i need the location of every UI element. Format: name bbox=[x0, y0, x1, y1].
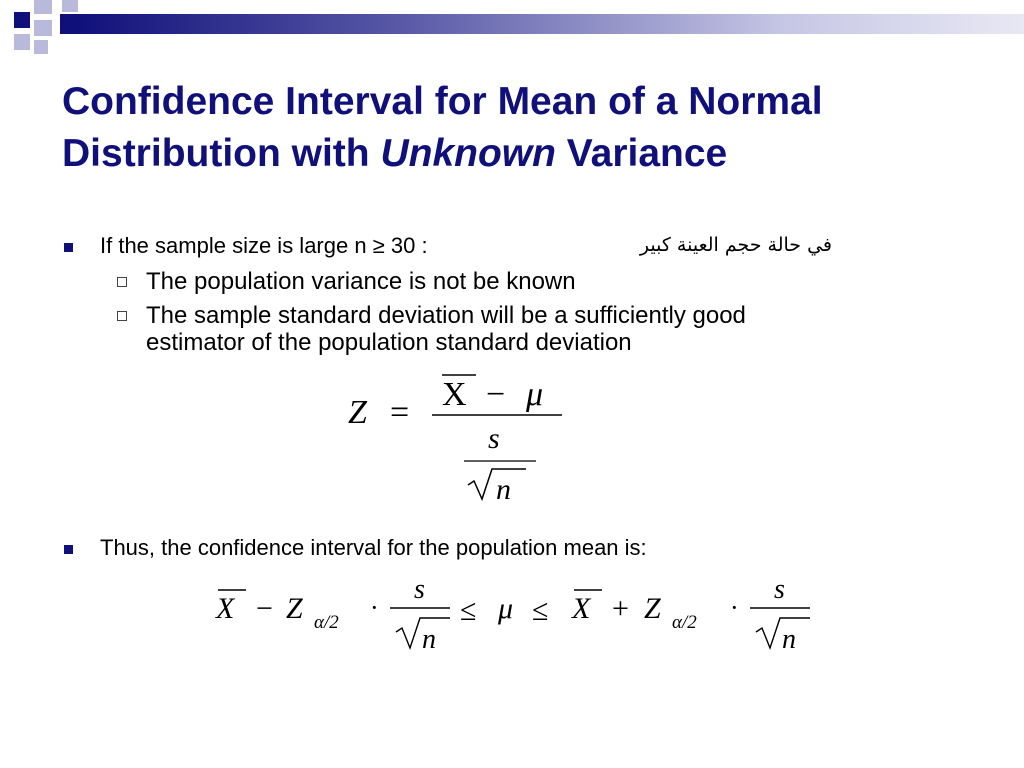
sub-bullet-text: The sample standard deviation will be a sufficiently good bbox=[146, 302, 746, 329]
formula-le: ≤ bbox=[460, 594, 477, 627]
confidence-interval-formula bbox=[210, 570, 830, 660]
header-gradient-bar bbox=[76, 14, 1024, 34]
formula-s: s bbox=[414, 574, 425, 605]
title-part-1: Confidence Interval for Mean of a Normal Distribution with bbox=[62, 80, 823, 175]
formula-n: n bbox=[422, 624, 436, 655]
sub-bullet-marker bbox=[117, 277, 127, 287]
formula-mu: μ bbox=[526, 376, 544, 413]
formula-z: Z bbox=[644, 592, 661, 625]
formula-mu: μ bbox=[498, 592, 514, 625]
bullet-marker bbox=[64, 243, 73, 252]
formula-z: Z bbox=[348, 394, 367, 431]
deco-square bbox=[34, 0, 52, 14]
deco-square bbox=[14, 12, 30, 28]
formula-z: Z bbox=[286, 592, 303, 625]
formula-n: n bbox=[782, 624, 796, 655]
formula-alpha-sub: α/2 bbox=[672, 612, 697, 633]
title-part-2: Variance bbox=[555, 132, 728, 175]
deco-square bbox=[62, 0, 78, 12]
formula-xbar: X bbox=[216, 592, 235, 625]
formula-s: s bbox=[774, 574, 785, 605]
formula-equals: = bbox=[390, 394, 410, 431]
formula-minus: − bbox=[256, 592, 273, 625]
formula-le: ≤ bbox=[532, 594, 549, 627]
deco-square bbox=[34, 40, 48, 54]
sub-bullet-text: The population variance is not be known bbox=[146, 268, 576, 295]
deco-square bbox=[14, 34, 30, 50]
formula-minus: − bbox=[486, 376, 506, 413]
deco-square bbox=[60, 14, 76, 34]
deco-square bbox=[34, 20, 52, 36]
sub-bullet-marker bbox=[117, 311, 127, 321]
formula-plus: + bbox=[612, 592, 629, 625]
bullet-text: Thus, the confidence interval for the population mean is: bbox=[100, 535, 647, 560]
z-score-formula bbox=[340, 365, 600, 515]
formula-xbar: X bbox=[442, 376, 467, 413]
bullet-text: If the sample size is large n ≥ 30 : bbox=[100, 233, 428, 258]
formula-dot: · bbox=[370, 593, 379, 622]
formula-alpha-sub: α/2 bbox=[314, 612, 339, 633]
sub-bullet-text-continued: estimator of the population standard deviation bbox=[146, 329, 632, 356]
formula-s: s bbox=[488, 422, 500, 455]
slide-title bbox=[62, 76, 1002, 180]
arabic-note: في حالة حجم العينة كبير bbox=[639, 234, 832, 256]
formula-dot: · bbox=[730, 593, 739, 622]
bullet-marker bbox=[64, 545, 73, 554]
formula-n: n bbox=[496, 473, 511, 506]
title-emphasis: Unknown bbox=[380, 132, 556, 175]
formula-xbar: X bbox=[572, 592, 591, 625]
